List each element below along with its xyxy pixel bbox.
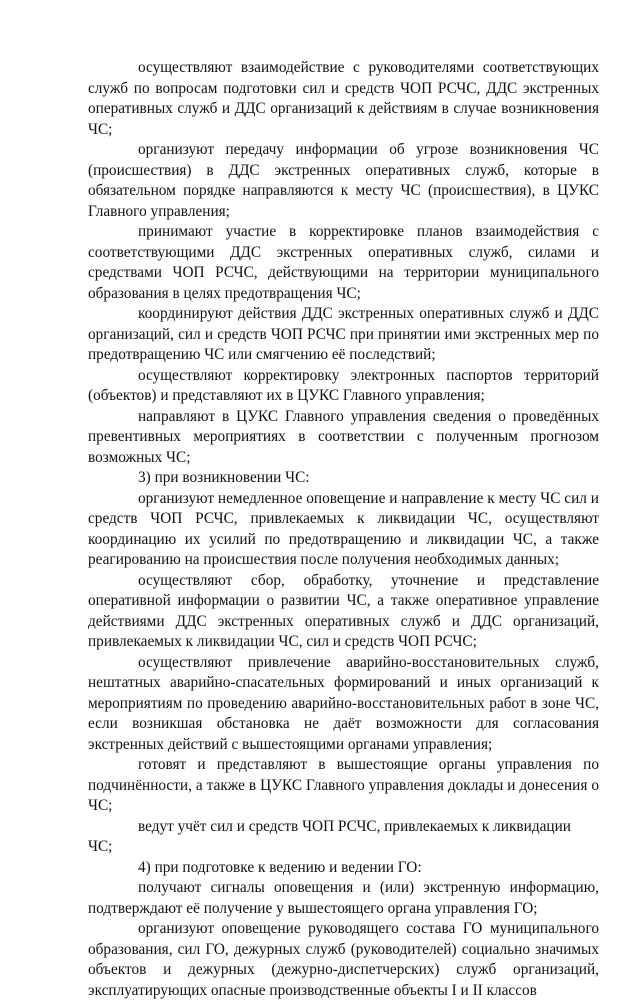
paragraph-interaction: осуществляют взаимодействие с руководителями соответствующих служб по вопросам подготовки сил и средств ЧОП РСЧС, ДДС экстренных оперативных служб и ДДС организаций к действиям в случае возникновения ЧС; — [88, 59, 599, 138]
paragraph-recovery-services: осуществляют привлечение аварийно-восстановительных служб, нештатных аварийно-спасательных формирований и иных организаций к мероприятиям по проведению аварийно-восстановительных работ в зоне ЧС, если возникшая обстановка не даёт возможности для согласования экстренных действий с вышестоящими органами управления; — [88, 653, 599, 753]
paragraph-accounting: ведут учёт сил и средств ЧОП РСЧС, привлекаемых к ликвидации ЧС; — [88, 817, 571, 855]
section-heading-emergency: 3) при возникновении ЧС: — [138, 469, 310, 486]
paragraph-reports: готовят и представляют в вышестоящие органы управления по подчинённости, а также в ЦУКС Главного управления доклады и донесения о ЧС; — [88, 756, 599, 814]
paragraph-plan-correction: принимают участие в корректировке планов взаимодействия с соответствующими ДДС экстренных оперативных служб, силами и средствами ЧОП РСЧС, действующими на территории муниципального образования в целях предотвращения ЧС; — [88, 223, 599, 302]
paragraph-civil-defense-notification: организуют оповещение руководящего состава ГО муниципального образования, сил ГО, дежурных служб (руководителей) социально значимых объектов и дежурных (дежурно-диспетчерских) служб организаций, эксплуатирующих опасные производственные объекты I и II классов — [88, 920, 599, 999]
document-page — [88, 58, 599, 1001]
paragraph-passports: осуществляют корректировку электронных паспортов территорий (объектов) и представляют их в ЦУКС Главного управления; — [88, 366, 599, 404]
paragraph-coordinate: координируют действия ДДС экстренных оперативных служб и ДДС организаций, сил и средств ЧОП РСЧС при принятии ими экстренных мер по предотвращению ЧС или смягчению её последствий; — [88, 305, 599, 363]
paragraph-transfer-info: организуют передачу информации об угрозе возникновения ЧС (происшествия) в ДДС экстренных оперативных служб, которые в обязательном порядке направляются к месту ЧС (происшествия), в ЦУКС Главного управления; — [88, 141, 599, 220]
paragraph-signals: получают сигналы оповещения и (или) экстренную информацию, подтверждают её получение у вышестоящего органа управления ГО; — [88, 879, 599, 917]
paragraph-collection: осуществляют сбор, обработку, уточнение и представление оперативной информации о развитии ЧС, а также оперативное управление действиями ДДС экстренных оперативных служб и ДДС организаций, привлекаемых к ликвидации ЧС, сил и средств ЧОП РСЧС; — [88, 571, 599, 650]
paragraph-preventive: направляют в ЦУКС Главного управления сведения о проведённых превентивных мероприятиях в соответствии с полученным прогнозом возможных ЧС; — [88, 407, 599, 466]
section-heading-civil-defense: 4) при подготовке к ведению и ведении ГО: — [138, 858, 422, 876]
paragraph-notification: организуют немедленное оповещение и направление к месту ЧС сил и средств ЧОП РСЧС, привлекаемых к ликвидации ЧС, осуществляют координацию их усилий по предотвращению и ликвидации ЧС, а также реагированию на происшествия после получения необходимых данных; — [88, 489, 599, 568]
